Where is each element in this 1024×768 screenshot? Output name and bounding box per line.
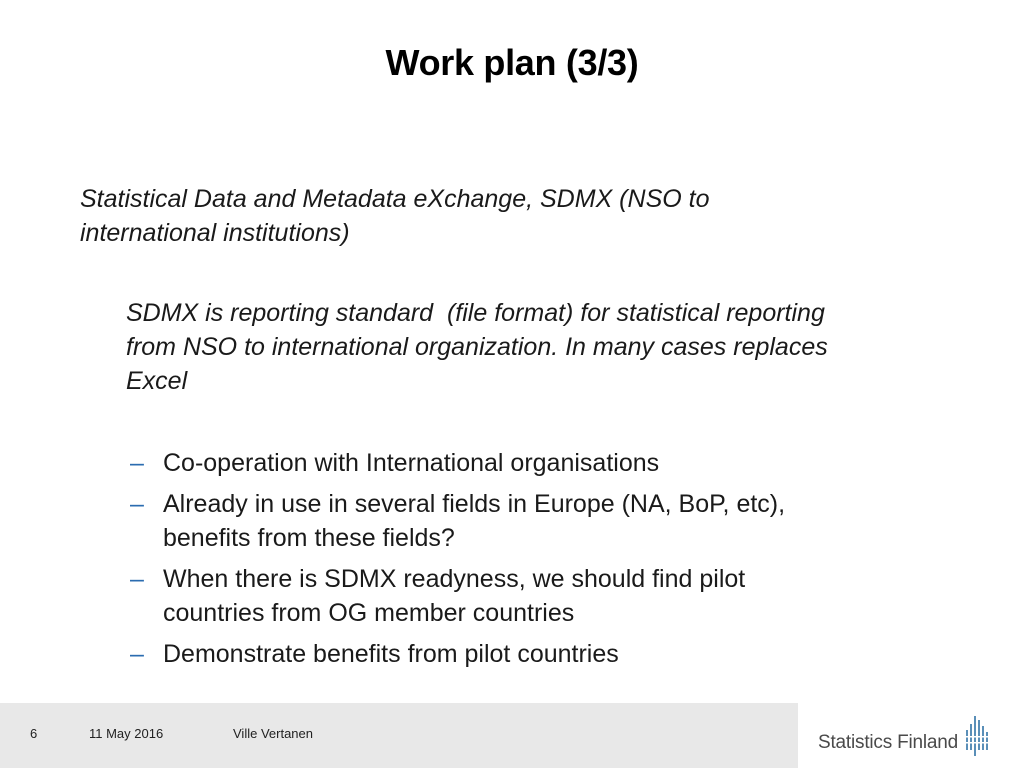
bullet-list bbox=[130, 446, 890, 678]
bullet-item bbox=[130, 487, 890, 555]
bullet-line: Co-operation with International organisations bbox=[163, 449, 660, 477]
intro-line: Statistical Data and Metadata eXchange, SDMX (NSO to bbox=[80, 185, 710, 213]
bullet-line: When there is SDMX readyness, we should find pilot bbox=[163, 565, 746, 593]
description-text bbox=[126, 296, 946, 398]
bullet-dash: – bbox=[130, 640, 144, 668]
statistics-finland-logo bbox=[818, 712, 1018, 756]
page-number: 6 bbox=[30, 726, 38, 741]
statistics-finland-bars-logo-icon bbox=[965, 712, 991, 756]
footer-author: Ville Vertanen bbox=[233, 726, 313, 741]
bullet-dash: – bbox=[130, 565, 144, 593]
bullet-line: Demonstrate benefits from pilot countries bbox=[163, 640, 619, 668]
slide-title: Work plan (3/3) bbox=[385, 42, 639, 83]
bullet-item bbox=[130, 637, 890, 671]
logo-text: Statistics Finland bbox=[818, 732, 959, 753]
footer-date: 11 May 2016 bbox=[89, 726, 164, 741]
intro-text bbox=[80, 182, 880, 250]
bullet-dash: – bbox=[130, 449, 144, 477]
description-line: SDMX is reporting standard (file format) for statistical reporting bbox=[126, 299, 825, 327]
slide-footer bbox=[0, 703, 798, 768]
bullet-line: countries from OG member countries bbox=[163, 599, 575, 627]
bullet-line: benefits from these fields? bbox=[163, 524, 455, 552]
description-line: Excel bbox=[126, 367, 188, 395]
bullet-item bbox=[130, 562, 890, 630]
bullet-line: Already in use in several fields in Europe (NA, BoP, etc), bbox=[163, 490, 786, 518]
bullet-item bbox=[130, 446, 890, 480]
bullet-dash: – bbox=[130, 490, 144, 518]
intro-line: international institutions) bbox=[80, 219, 350, 247]
description-line: from NSO to international organization. In many cases replaces bbox=[126, 333, 828, 361]
